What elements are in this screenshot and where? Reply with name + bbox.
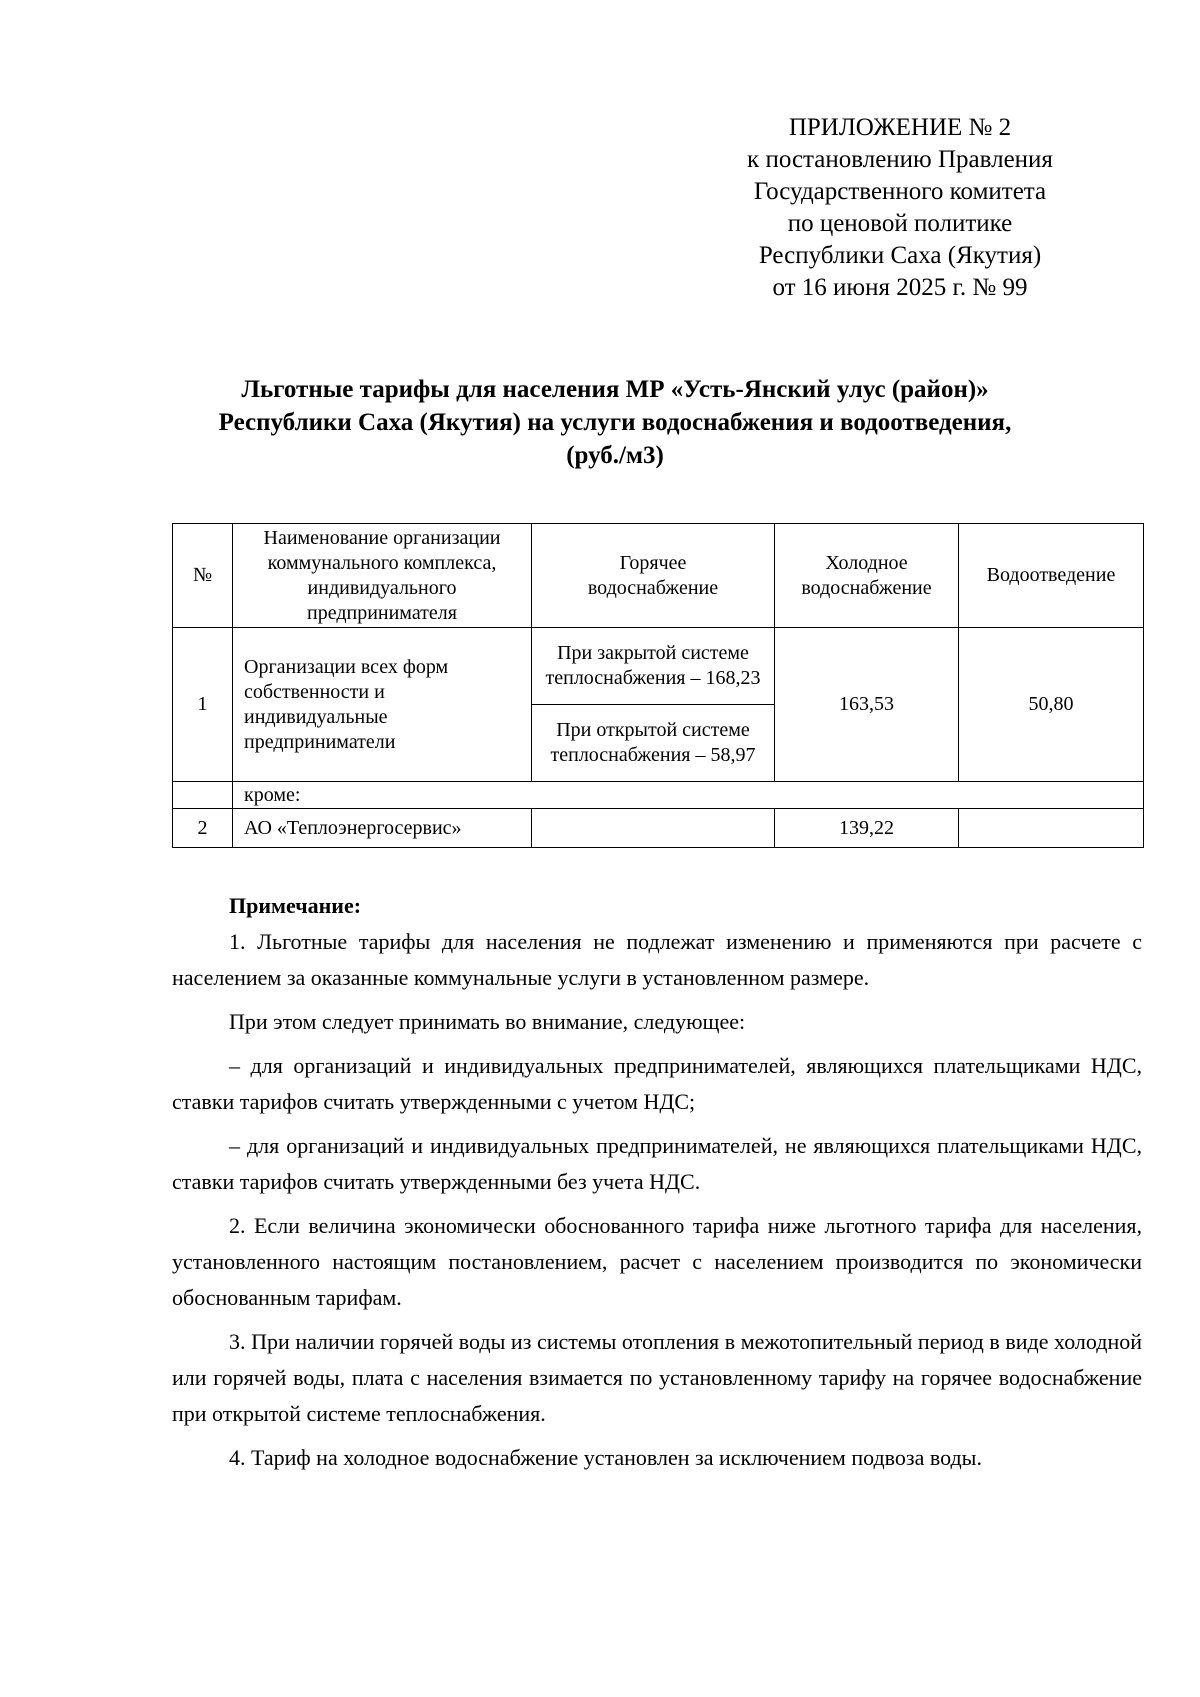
hot-closed-system: При закрытой системе теплоснабжения – 168,23 <box>532 628 774 705</box>
table-header-row <box>173 524 1144 628</box>
header-hot-water: Горячее водоснабжение <box>532 524 775 628</box>
row2-hot-water <box>532 809 775 848</box>
note-paragraph: 1. Льготные тарифы для населения не подлежат изменению и применяются при расчете с населением за оказанные коммунальные услуги в установленном размере. <box>172 929 1142 990</box>
note-paragraph: – для организаций и индивидуальных предпринимателей, являющихся плательщиками НДС, ставки тарифов считать утвержденными с учетом НДС; <box>172 1053 1142 1114</box>
table-row <box>173 809 1144 848</box>
appendix-line: к постановлению Правления <box>747 146 1053 173</box>
appendix-line: ПРИЛОЖЕНИЕ № 2 <box>788 114 1012 141</box>
note-paragraph: – для организаций и индивидуальных предпринимателей, не являющихся плательщиками НДС, ставки тарифов считать утвержденными без учета НДС. <box>172 1133 1142 1194</box>
hot-open-system: При открытой системе теплоснабжения – 58,97 <box>550 719 756 766</box>
table-row-except <box>173 782 1144 809</box>
row1-drainage: 50,80 <box>959 628 1144 782</box>
except-num-empty <box>173 782 233 809</box>
notes-section <box>172 888 1142 1476</box>
appendix-line: Республики Саха (Якутия) <box>758 242 1042 269</box>
row1-hot-water <box>532 628 775 782</box>
tariffs-table <box>172 523 1144 848</box>
row1-cold-water: 163,53 <box>775 628 959 782</box>
appendix-line: Государственного комитета <box>753 178 1047 205</box>
table-row <box>173 628 1144 782</box>
row2-org: АО «Теплоэнергосервис» <box>233 809 532 848</box>
header-num: № <box>173 524 233 628</box>
document-title <box>150 373 1080 472</box>
header-org: Наименование организации коммунального комплекса, индивидуального предпринимателя <box>233 524 532 628</box>
header-drainage: Водоотведение <box>959 524 1144 628</box>
appendix-line: от 16 июня 2025 г. № 99 <box>772 274 1028 301</box>
row2-num: 2 <box>173 809 233 848</box>
row2-cold-water: 139,22 <box>775 809 959 848</box>
row1-num: 1 <box>173 628 233 782</box>
note-paragraph: При этом следует принимать во внимание, следующее: <box>229 1009 746 1034</box>
row1-org: Организации всех форм собственности и индивидуальные предприниматели <box>233 628 532 782</box>
notes-heading: Примечание: <box>229 893 362 918</box>
header-cold-water: Холодное водоснабжение <box>775 524 959 628</box>
appendix-header <box>700 112 1100 304</box>
title-line: Республики Саха (Якутия) на услуги водоснабжения и водоотведения, <box>218 409 1012 436</box>
title-line: (руб./м3) <box>566 442 664 469</box>
note-paragraph: 2. Если величина экономически обоснованного тарифа ниже льготного тарифа для населения, установленного настоящим постановлением, расчет с населением производится по экономически обоснованным тарифам. <box>172 1213 1142 1310</box>
hot-water-split <box>532 628 774 781</box>
note-paragraph: 3. При наличии горячей воды из системы отопления в межотопительный период в виде холодной или горячей воды, плата с населения взимается по установленному тарифу на горячее водоснабжение при открытой системе теплоснабжения. <box>172 1329 1142 1426</box>
note-paragraph: 4. Тариф на холодное водоснабжение установлен за исключением подвоза воды. <box>229 1445 982 1470</box>
except-label: кроме: <box>233 782 1144 809</box>
title-line: Льготные тарифы для населения МР «Усть-Янский улус (район)» <box>241 376 989 403</box>
row2-drainage <box>959 809 1144 848</box>
appendix-line: по ценовой политике <box>787 210 1013 237</box>
